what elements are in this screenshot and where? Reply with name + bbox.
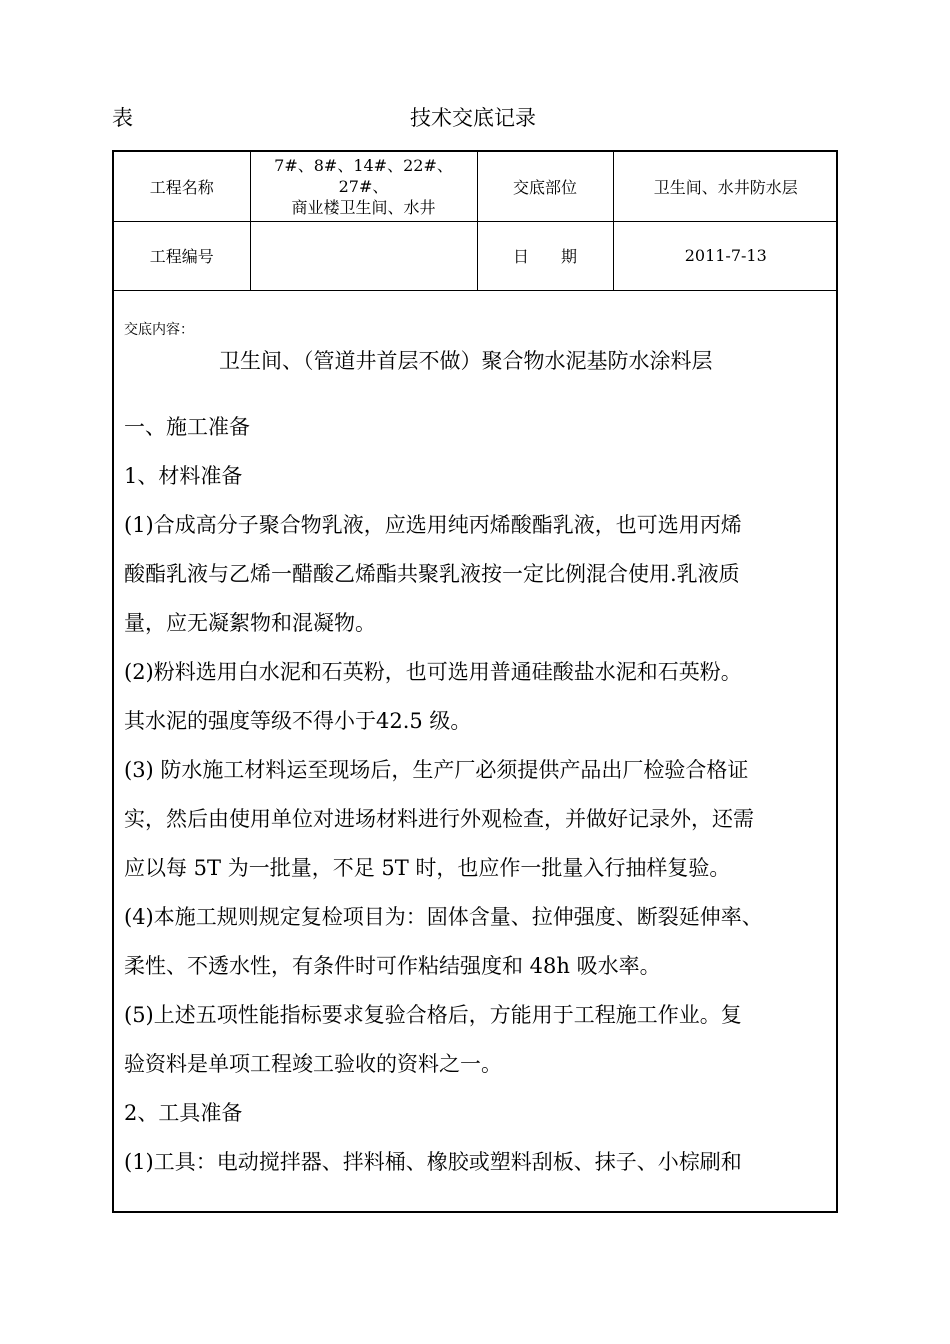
- content-heading: 卫生间、（管道井首层不做）聚合物水泥基防水涂料层: [219, 348, 713, 373]
- body-line: 量，应无凝絮物和混凝物。: [124, 610, 376, 635]
- content-section: [114, 319, 836, 1187]
- project-name-value: [250, 152, 477, 221]
- info-row-project-name: [114, 152, 838, 221]
- date-label: 日 期: [477, 221, 613, 290]
- position-label: 交底部位: [477, 152, 613, 221]
- body-line: 2、工具准备: [124, 1100, 243, 1125]
- project-name-value-line2: 商业楼卫生间、水井: [291, 197, 436, 217]
- project-name-value-line1: 7#、8#、14#、22#、27#、: [274, 155, 453, 196]
- body-line: (3) 防水施工材料运至现场后，生产厂必须提供产品出厂检验合格证: [124, 757, 749, 782]
- body-line: 应以每 5T 为一批量，不足 5T 时，也应作一批量入行抽样复验。: [124, 855, 731, 880]
- project-name-label: 工程名称: [114, 152, 250, 221]
- body-line: (1)工具：电动搅拌器、拌料桶、橡胶或塑料刮板、抹子、小棕刷和: [124, 1149, 742, 1174]
- content-body: [124, 403, 828, 1187]
- page-title: 技术交底记录: [410, 106, 536, 130]
- body-line: 其水泥的强度等级不得小于42.5 级。: [124, 708, 472, 733]
- body-line: 实，然后由使用单位对进场材料进行外观检查，并做好记录外，还需: [124, 806, 754, 831]
- info-row-project-number: [114, 221, 838, 290]
- project-number-label: 工程编号: [114, 221, 250, 290]
- body-line: 一、施工准备: [124, 414, 250, 439]
- body-line: 1、材料准备: [124, 463, 243, 488]
- form-table-label: 表: [112, 106, 133, 130]
- body-line: (4)本施工规则规定复检项目为：固体含量、拉伸强度、断裂延伸率、: [124, 904, 763, 929]
- body-line: (2)粉料选用白水泥和石英粉，也可选用普通硅酸盐水泥和石英粉。: [124, 659, 742, 684]
- body-line: (5)上述五项性能指标要求复验合格后，方能用于工程施工作业。复: [124, 1002, 742, 1027]
- record-form: [112, 150, 838, 1213]
- info-table: [114, 152, 838, 291]
- body-line: 验资料是单项工程竣工验收的资料之一。: [124, 1051, 502, 1076]
- date-value: 2011-7-13: [613, 221, 838, 290]
- content-label: 交底内容：: [124, 321, 194, 338]
- body-line: 柔性、不透水性，有条件时可作粘结强度和 48h 吸水率。: [124, 953, 661, 978]
- position-value: 卫生间、水井防水层: [613, 152, 838, 221]
- project-number-value: [250, 221, 477, 290]
- body-line: 酸酯乳液与乙烯一醋酸乙烯酯共聚乳液按一定比例混合使用.乳液质: [124, 561, 740, 586]
- body-line: (1)合成高分子聚合物乳液，应选用纯丙烯酸酯乳液，也可选用丙烯: [124, 512, 742, 537]
